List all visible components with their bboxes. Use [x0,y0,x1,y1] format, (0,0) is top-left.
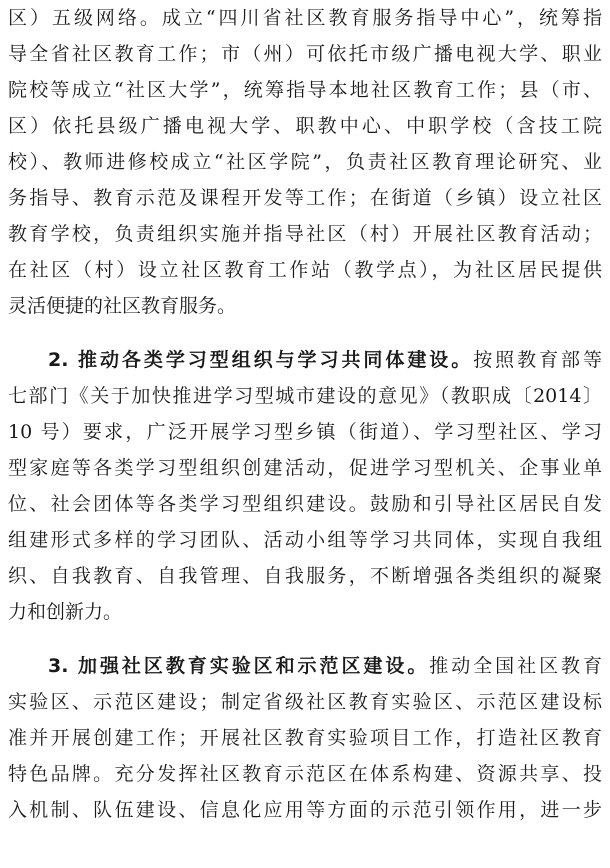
paragraph-2-line-3: 10 号）要求，广泛开展学习型乡镇（街道）、学习型社区、学习 [8,421,602,443]
paragraph-2-line-4: 型家庭等各类学习型组织创建活动，促进学习型机关、企事业单 [8,457,602,479]
paragraph-1-line-8: 在社区（村）设立社区教育工作站（教学点），为社区居民提供 [8,259,602,281]
paragraph-1-line-6: 务指导、教育示范及课程开发等工作；在街道（乡镇）设立社区 [8,187,602,209]
paragraph-3-first-line-rest: 推动全国社区教育 [429,655,602,677]
paragraph-1-line-7: 教育学校，负责组织实施并指导社区（村）开展社区教育活动； [8,223,602,245]
paragraph-2-line-5: 位、社会团体等各类学习型组织建设。鼓励和引导社区居民自发 [8,493,602,515]
paragraph-1-line-4: 区）依托县级广播电视大学、职教中心、中职学校（含技工院 [8,115,602,137]
paragraph-2-heading: 2. 推动各类学习型组织与学习共同体建设。 [48,349,474,371]
paragraph-2-line-2: 七部门《关于加快推进学习型城市建设的意见》（教职成〔2014〕 [8,385,602,407]
paragraph-1-line-1: 区）五级网络。成立“四川省社区教育服务指导中心”，统筹指 [8,7,602,29]
paragraph-3-line-3: 准并开展创建工作；开展社区教育实验项目工作，打造社区教育 [8,727,602,749]
paragraph-2-line-7: 织、自我教育、自我管理、自我服务，不断增强各类组织的凝聚 [8,565,602,587]
paragraph-3-first-line [48,648,602,684]
paragraph-3-heading: 3. 加强社区教育实验区和示范区建设。 [48,655,430,677]
paragraph-2-first-line [48,342,602,378]
paragraph-1-line-5: 校）、教师进修校成立“社区学院”，负责社区教育理论研究、业 [8,151,602,173]
paragraph-2-line-8: 力和创新力。 [8,601,123,623]
paragraph-2-line-6: 组建形式多样的学习团队、活动小组等学习共同体，实现自我组 [8,529,602,551]
paragraph-3-line-4: 特色品牌。充分发挥社区教育示范区在体系构建、资源共享、投 [8,763,602,785]
paragraph-2-first-line-rest: 按照教育部等 [473,349,602,371]
paragraph-1-line-3: 院校等成立“社区大学”，统筹指导本地社区教育工作；县（市、 [8,79,602,101]
paragraph-3-line-5: 入机制、队伍建设、信息化应用等方面的示范引领作用，进一步 [8,799,602,821]
paragraph-1-line-2: 导全省社区教育工作；市（州）可依托市级广播电视大学、职业 [8,43,602,65]
paragraph-1-line-9: 灵活便捷的社区教育服务。 [8,295,237,317]
paragraph-3-line-2: 实验区、示范区建设；制定省级社区教育实验区、示范区建设标 [8,691,602,713]
